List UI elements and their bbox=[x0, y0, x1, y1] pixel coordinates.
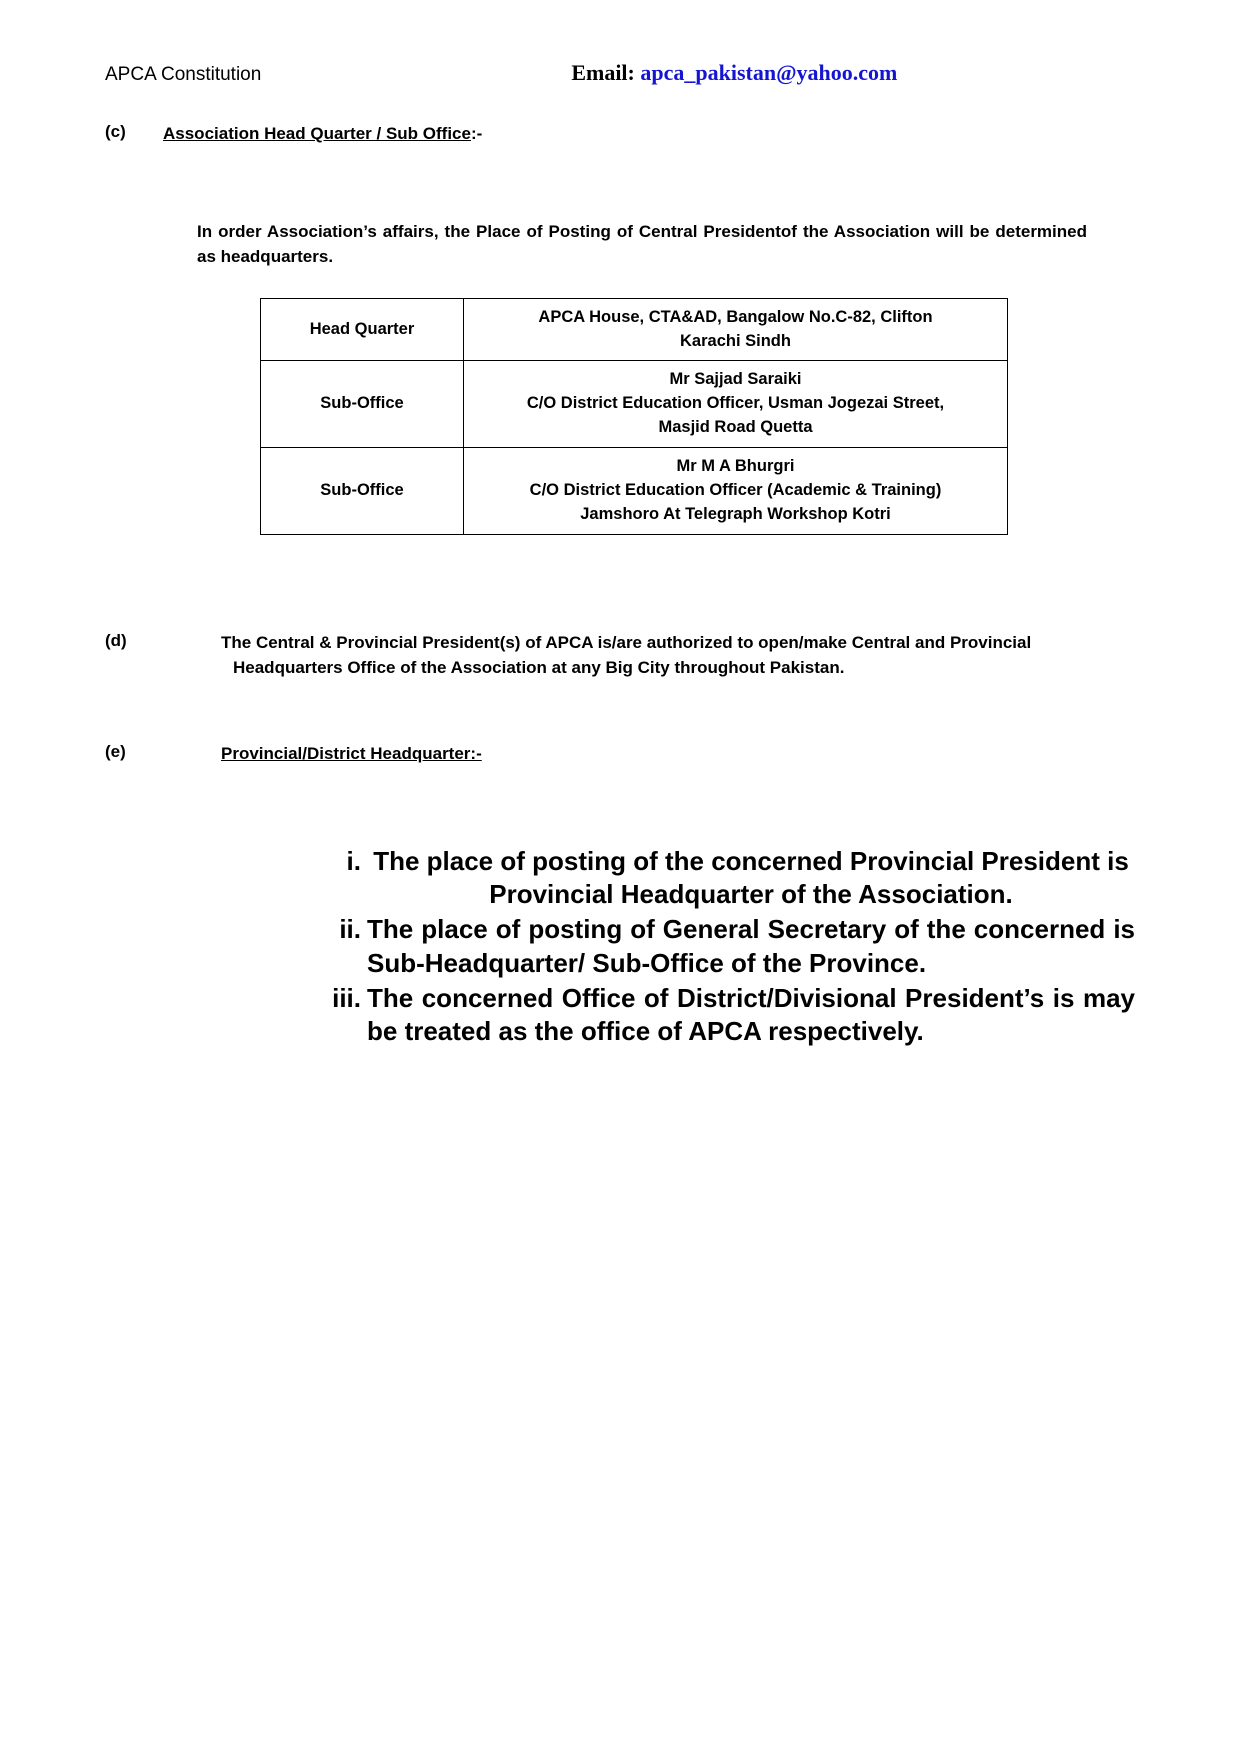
headquarter-table bbox=[260, 298, 1008, 535]
list-item-number: i. bbox=[346, 845, 361, 876]
table-value-line: Mr M A Bhurgri bbox=[676, 457, 795, 476]
table-value-line: Karachi Sindh bbox=[680, 331, 791, 350]
table-value-line: APCA House, CTA&AD, Bangalow No.C-82, Clifton bbox=[538, 307, 933, 326]
table-value-line: Jamshoro At Telegraph Workshop Kotri bbox=[580, 505, 891, 524]
table-value-line: Mr Sajjad Saraiki bbox=[669, 370, 802, 389]
clause-c bbox=[105, 122, 1135, 147]
table-value-line: Masjid Road Quetta bbox=[658, 418, 813, 437]
clause-d-text bbox=[221, 631, 1135, 680]
list-item-number: iii. bbox=[332, 983, 361, 1013]
list-item-text: The place of posting of General Secretary of the concerned is Sub-Headquarter/ Sub-Office of the Province. bbox=[367, 914, 1135, 978]
table-value-line: C/O District Education Officer, Usman Jogezai Street, bbox=[526, 394, 945, 413]
table-row bbox=[261, 448, 1008, 535]
table-cell-value bbox=[464, 361, 1008, 448]
list-item bbox=[105, 913, 1135, 980]
clause-c-title-suffix: :- bbox=[470, 124, 483, 143]
list-item-text: The place of posting of the concerned Provincial President is Provincial Headquarter of the Association. bbox=[373, 845, 1129, 910]
list-item bbox=[105, 845, 1135, 912]
clause-d-line-2: Headquarters Office of the Association at any Big City throughout Pakistan. bbox=[233, 657, 845, 677]
header-email bbox=[571, 60, 897, 86]
header-document-title: APCA Constitution bbox=[105, 64, 262, 85]
clause-c-intro-text: In order Association’s affairs, the Place of Posting of Central Presidentof the Association will be determined as headquarters. bbox=[197, 221, 1087, 267]
email-label: Email: bbox=[571, 60, 635, 85]
clause-c-heading bbox=[163, 122, 1135, 147]
page-header bbox=[105, 60, 1135, 100]
clause-e-heading bbox=[221, 742, 1135, 767]
clause-e-title: Provincial/District Headquarter:- bbox=[221, 744, 482, 764]
table-cell-label: Sub-Office bbox=[261, 361, 464, 448]
list-item bbox=[105, 982, 1135, 1049]
email-address: apca_pakistan@yahoo.com bbox=[640, 60, 898, 85]
table-row bbox=[261, 361, 1008, 448]
table-value-line: C/O District Education Officer (Academic & Training) bbox=[529, 481, 942, 500]
table-row bbox=[261, 298, 1008, 361]
list-item-text: The concerned Office of District/Divisional President’s is may be treated as the office of APCA respectively. bbox=[367, 983, 1135, 1047]
roman-numeral-list bbox=[105, 845, 1135, 1049]
table-cell-value bbox=[464, 448, 1008, 535]
clause-e-marker: (e) bbox=[105, 742, 126, 762]
clause-d bbox=[105, 631, 1135, 680]
clause-e bbox=[105, 742, 1135, 767]
list-item-number: ii. bbox=[339, 914, 361, 945]
clause-d-line-1: The Central & Provincial President(s) of APCA is/are authorized to open/make Central and Provincial bbox=[221, 633, 1032, 653]
clause-c-marker: (c) bbox=[105, 122, 126, 141]
clause-d-marker: (d) bbox=[105, 631, 127, 651]
clause-c-title: Association Head Quarter / Sub Office bbox=[163, 124, 471, 143]
table-cell-value bbox=[464, 298, 1008, 361]
table-cell-label: Sub-Office bbox=[261, 448, 464, 535]
table-cell-label: Head Quarter bbox=[261, 298, 464, 361]
